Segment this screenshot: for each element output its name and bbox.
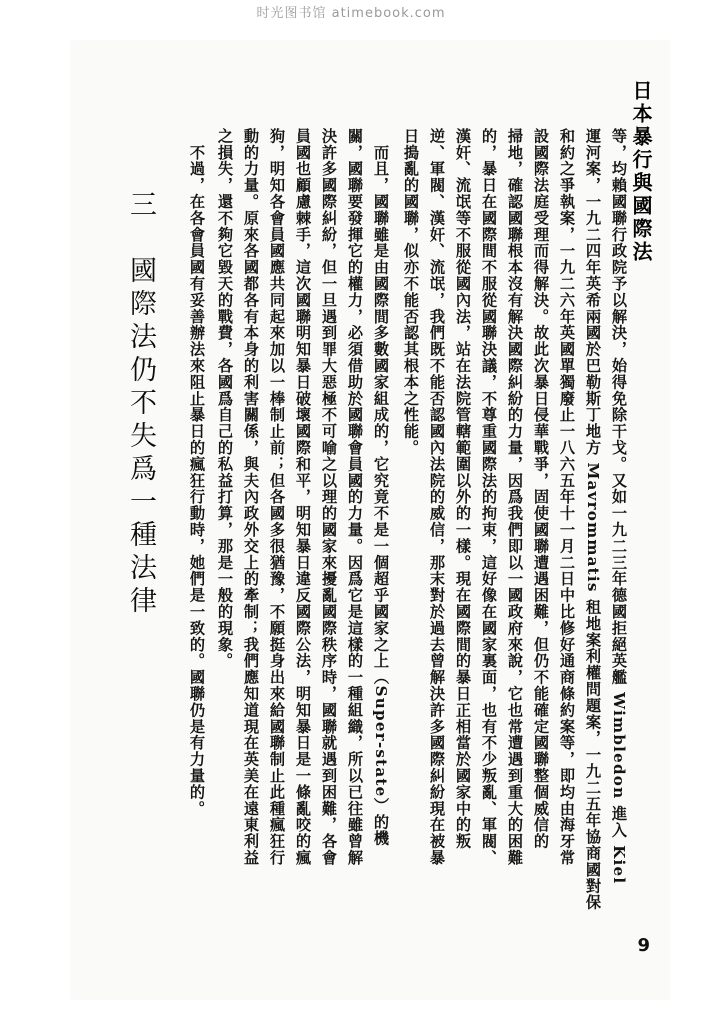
text-line: 而且，國聯雖是由國際間多數國家組成的，它究竟不是一個超乎國家之上（Super-state）的機 xyxy=(372,128,390,847)
running-header: 日本暴行與國際法 xyxy=(629,80,653,264)
section-title: 三 國際法仍不失爲一種法律 xyxy=(125,190,156,619)
text-line: 動的力量。原來各國都各有本身的利害關係，與夫內政外交上的牽制；我們應知道現在英美在遠東利益 xyxy=(242,128,260,866)
text-line: 和約之爭執案，一九二六年英國單獨廢止一八六五年十一月二日中比修好通商條約案等，即均由海牙常 xyxy=(558,128,576,866)
text-line: 逆、軍閥、漢奸、流氓，我們既不能否認國內法院的威信，那末對於過去曾解決許多國際糾紛現在被暴 xyxy=(428,128,446,866)
text-line: 關，國聯要發揮它的權力，必須借助於國聯會員國的力量。因爲它是這樣的一種組織，所以已往雖曾解 xyxy=(346,128,364,866)
text-line: 之損失，還不夠它毀天的戰費，各國爲自己的私益打算，那是一般的現象。 xyxy=(216,128,234,670)
text-line: 的，暴日在國際間不服從國聯決議，不尊重國際法的拘束，這好像在國家裏面，也有不少叛亂、軍閥、 xyxy=(480,128,498,866)
page-number: 9 xyxy=(637,935,650,956)
text-line: 狗，明知各會員國應共同起來加以一棒制止前；但各國多很猶豫，不願挺身出來給國聯制止此種瘋狂行 xyxy=(268,128,286,866)
text-line: 等，均賴國聯行政院予以解決，始得免除干戈。又如一九二三年德國拒絕英艦 Wimbledon 進入 Kiel xyxy=(610,128,628,885)
text-line: 決許多國際糾紛，但一旦遇到罪大惡極不可喻之以理的國家來擾亂國際秩序時，國聯就遇到困難，各會 xyxy=(320,128,338,866)
text-line: 漢奸、流氓等不服從國內法，站在法院管轄範圍以外的一樣。現在國際間的暴日正相當於國家中的叛 xyxy=(454,128,472,850)
text-line: 掃地，確認國聯根本沒有解決國際糾紛的力量，因爲我們即以一國政府來說，它也常遭遇到重大的困難 xyxy=(506,128,524,866)
text-line: 不過，在各會員國有妥善辦法來阻止暴日的瘋狂行動時，她們是一致的。國聯仍是有力量的。 xyxy=(188,128,206,817)
text-line: 運河案，一九二四年英希兩國於巴勒斯丁地方 Mavrommatis 租地案利權問題案，一九二五年協商國對保 xyxy=(584,128,602,911)
watermark: 时光图书馆 atimebook.com xyxy=(256,6,446,21)
text-line: 員國也顧慮棘手，這次國聯明知暴日破壞國際和平，明知暴日違反國際公法，明知暴日是一條亂咬的瘋 xyxy=(294,128,312,866)
text-line: 設國際法庭受理而得解決。故此次暴日侵華戰爭，固使國聯遭遇困難，但仍不能確定國聯整個威信的 xyxy=(532,128,550,850)
book-page xyxy=(70,40,670,1000)
text-line: 日搗亂的國聯，似亦不能否認其根本之性能。 xyxy=(402,128,420,456)
